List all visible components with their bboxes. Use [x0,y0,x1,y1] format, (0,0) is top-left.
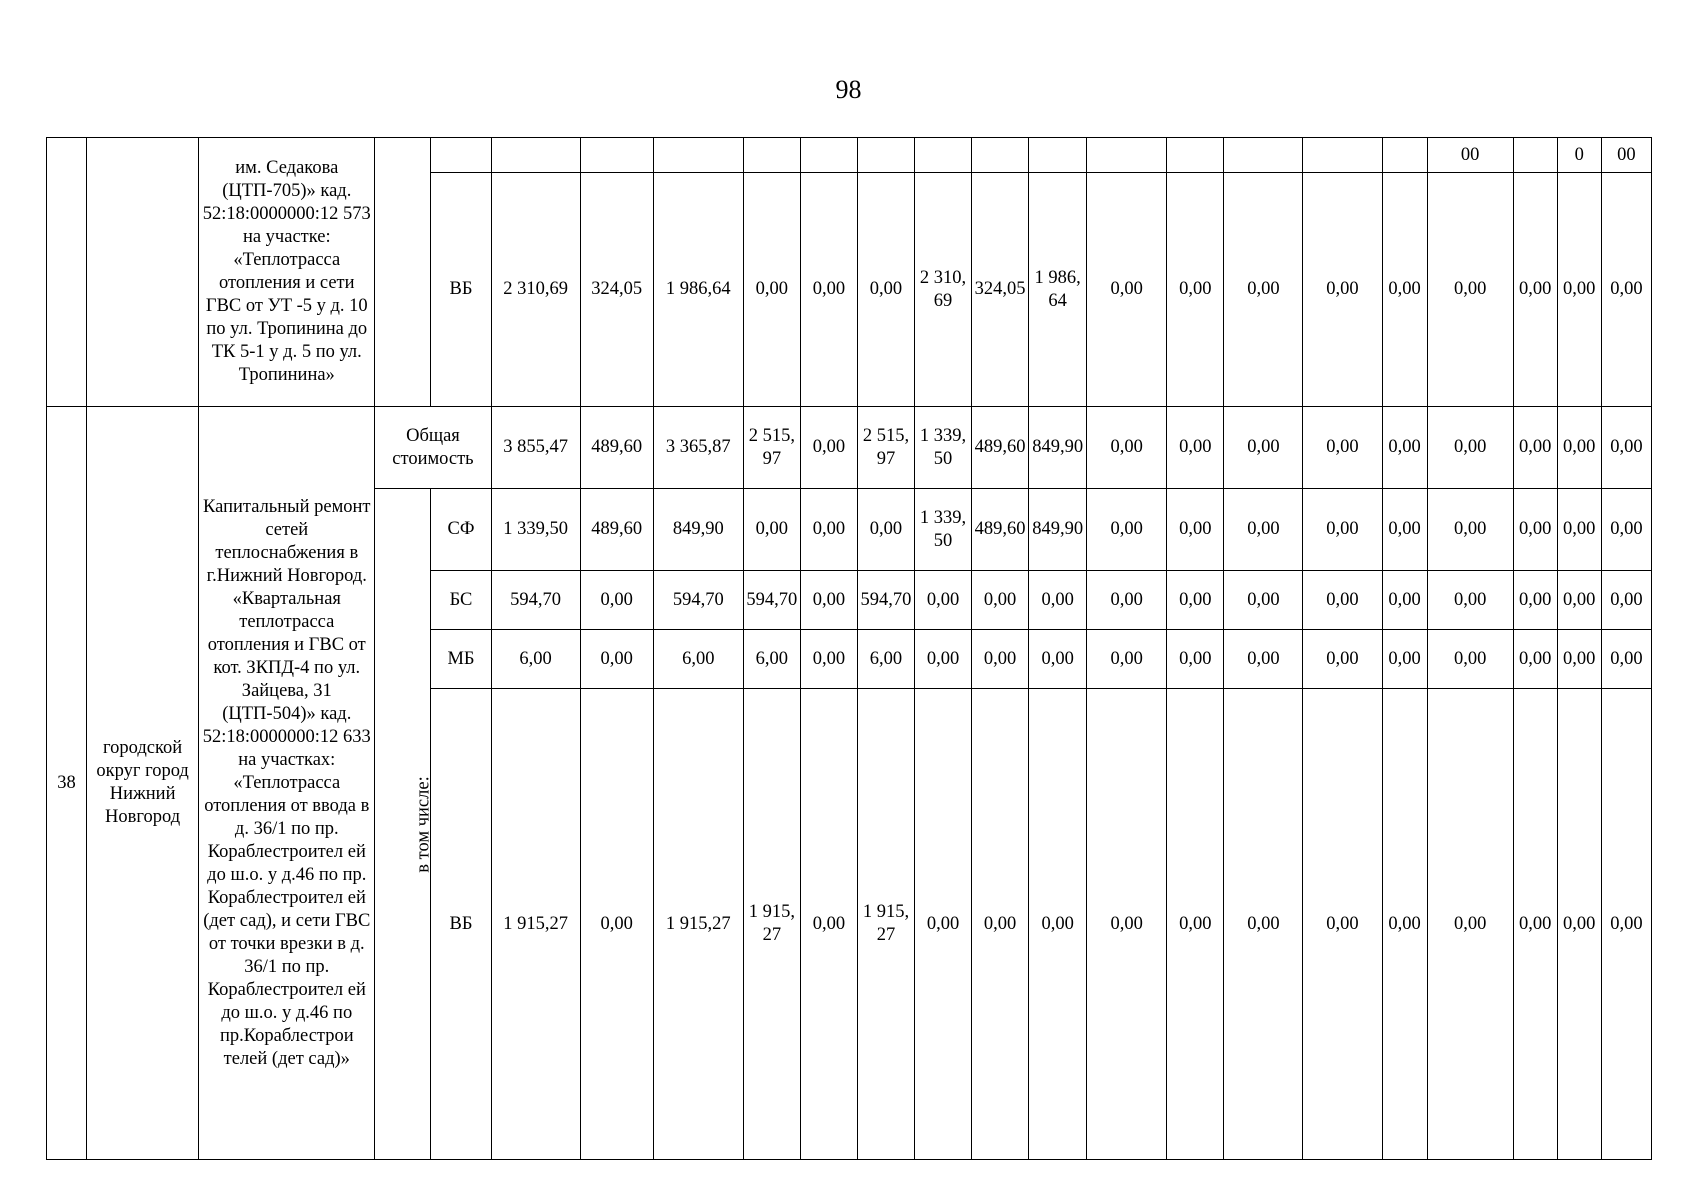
including-label: в том числе: [414,775,435,873]
table-cell: 0,00 [1382,630,1427,689]
table-cell [800,138,857,173]
table-cell: 0,00 [1427,571,1513,630]
table-cell: 0,00 [1303,173,1382,407]
total-cost-label: Общая стоимость [375,407,491,489]
table-cell: 0,00 [1167,630,1224,689]
table-cell [1087,138,1167,173]
table-cell [857,138,914,173]
table-cell: 0,00 [1557,173,1601,407]
table-cell: 594,70 [743,571,800,630]
table-cell: 0,00 [915,630,972,689]
cont-description-cell: им. Седакова (ЦТП-705)» кад. 52:18:0000000:12 573 на участке: «Теплотрасса отопления и сети ГВС от УТ -5 у д. 10 по ул. Тропинина до ТК 5-1 у д. 5 по ул. Тропинина» [199,138,375,407]
table-cell: 0,00 [1224,407,1303,489]
table-cell: 0,00 [1427,173,1513,407]
table-cell: 0,00 [1167,489,1224,571]
table-cell: 0,00 [1167,407,1224,489]
table-cell: 6,00 [857,630,914,689]
table-cell: 489,60 [972,489,1029,571]
table-cell: 6,00 [743,630,800,689]
table-cell: 594,70 [857,571,914,630]
table-cell: 1 339,50 [915,407,972,489]
table-cell: 0,00 [915,571,972,630]
budget-table [46,137,1652,1160]
table-cell: 2 310,69 [915,173,972,407]
table-cell: 0,00 [1224,689,1303,1160]
table-cell: 0,00 [800,571,857,630]
table-cell: 0,00 [1382,689,1427,1160]
table-cell: 0,00 [580,571,653,630]
table-cell: 0,00 [972,630,1029,689]
table-cell: 489,60 [972,407,1029,489]
source-label-cell: ВБ [431,173,491,407]
description-cell: Капитальный ремонт сетей теплоснабжения в г.Нижний Новгород. «Квартальная теплотрасса отопления и ГВС от кот. ЗКПД-4 по ул. Зайцева, 31 (ЦТП-504)» кад. 52:18:0000000:12 633 на участках: «Теплотрасса отопления от ввода в д. 36/1 по пр. Кораблестроител ей до ш.о. у д.46 по пр. Кораблестроител ей (дет сад), и сети ГВС от точки врезки в д. 36/1 по пр. Кораблестроител ей до ш.о. у д.46 по пр.Кораблестрои телей (дет сад)» [199,407,375,1160]
table-cell: 324,05 [580,173,653,407]
table-cell: 0,00 [1029,630,1087,689]
cont-source-cell [431,138,491,173]
item-number-cell: 38 [47,407,87,1160]
table-cell: 2 310,69 [491,173,580,407]
table-row [47,138,1652,173]
table-cell: 849,90 [1029,489,1087,571]
table-cell: 0,00 [800,630,857,689]
table-cell: 0,00 [800,407,857,489]
source-label-cell: СФ [431,489,491,571]
table-cell: 1 915,27 [743,689,800,1160]
table-cell: 0,00 [972,571,1029,630]
table-cell: 594,70 [491,571,580,630]
table-cell: 0,00 [1029,689,1087,1160]
table-cell: 0,00 [1167,571,1224,630]
table-cell: 1 986,64 [1029,173,1087,407]
table-cell: 594,70 [653,571,743,630]
table-cell [972,138,1029,173]
table-cell: 0,00 [1303,689,1382,1160]
table-cell: 0,00 [1427,630,1513,689]
table-cell: 0,00 [1087,489,1167,571]
table-cell: 00 [1427,138,1513,173]
table-cell: 0,00 [743,489,800,571]
table-cell: 0,00 [1224,571,1303,630]
table-cell [653,138,743,173]
municipality-cell: городской округ город Нижний Новгород [87,407,199,1160]
table-cell: 1 915,27 [491,689,580,1160]
table-cell: 0,00 [857,489,914,571]
table-cell: 0,00 [1224,630,1303,689]
table-cell: 1 339,50 [491,489,580,571]
table-cell: 0,00 [1427,489,1513,571]
table-cell: 0,00 [1382,407,1427,489]
table-cell [491,138,580,173]
table-cell [1513,138,1557,173]
table-cell: 324,05 [972,173,1029,407]
table-cell: 0,00 [1427,689,1513,1160]
table-cell: 0,00 [915,689,972,1160]
table-cell: 0,00 [1167,173,1224,407]
table-cell: 0,00 [972,689,1029,1160]
table-cell: 0,00 [1601,489,1651,571]
table-cell [1224,138,1303,173]
table-cell: 0,00 [1087,689,1167,1160]
table-cell: 489,60 [580,407,653,489]
table-cell: 0,00 [1224,173,1303,407]
table-cell: 0,00 [1557,571,1601,630]
table-cell: 0,00 [1513,689,1557,1160]
table-cell: 0,00 [800,689,857,1160]
table-cell: 0,00 [1557,407,1601,489]
table-cell: 0,00 [1513,630,1557,689]
table-cell: 0,00 [1087,407,1167,489]
table-cell [915,138,972,173]
source-label-cell: ВБ [431,689,491,1160]
table-cell: 489,60 [580,489,653,571]
table-cell [743,138,800,173]
table-cell: 0,00 [1513,489,1557,571]
table-cell: 0,00 [1557,630,1601,689]
table-cell: 0,00 [1601,571,1651,630]
table-cell: 0,00 [800,173,857,407]
table-cell [1029,138,1087,173]
table-cell: 2 515,97 [743,407,800,489]
table-cell: 0,00 [1224,489,1303,571]
table-cell: 1 986,64 [653,173,743,407]
page-number: 98 [835,75,862,104]
cont-number-cell [47,138,87,407]
table-cell: 0,00 [1557,689,1601,1160]
table-cell: 0,00 [1513,407,1557,489]
table-cell: 00 [1601,138,1651,173]
table-cell: 0,00 [1382,489,1427,571]
table-cell: 0,00 [1303,630,1382,689]
table-cell: 0,00 [743,173,800,407]
table-cell: 6,00 [653,630,743,689]
table-cell: 0,00 [1601,173,1651,407]
table-cell: 0,00 [1303,407,1382,489]
table-cell: 0,00 [1601,630,1651,689]
table-cell: 0,00 [857,173,914,407]
table-row [47,407,1652,489]
table-cell [1303,138,1382,173]
table-cell [580,138,653,173]
table-cell: 0,00 [1303,571,1382,630]
table-cell: 2 515,97 [857,407,914,489]
cont-municipality-cell [87,138,199,407]
table-cell: 6,00 [491,630,580,689]
table-cell: 0,00 [1303,489,1382,571]
table-cell [1382,138,1427,173]
table-cell: 0,00 [1087,173,1167,407]
table-cell: 0,00 [1557,489,1601,571]
table-cell: 0,00 [1513,571,1557,630]
including-label-cell [375,489,435,1160]
table-cell: 3 855,47 [491,407,580,489]
table-cell: 0,00 [1382,173,1427,407]
table-cell: 0,00 [1601,407,1651,489]
table-cell: 0,00 [800,489,857,571]
table-cell: 0,00 [1513,173,1557,407]
table-cell: 0,00 [1087,571,1167,630]
table-cell [1167,138,1224,173]
table-cell: 849,90 [1029,407,1087,489]
table-cell: 1 915,27 [653,689,743,1160]
table-cell: 0,00 [1029,571,1087,630]
table-cell: 0,00 [580,689,653,1160]
cont-total-label-cell [375,138,431,407]
table-cell: 0 [1557,138,1601,173]
source-label-cell: МБ [431,630,491,689]
table-cell: 1 339,50 [915,489,972,571]
table-cell: 0,00 [1087,630,1167,689]
table-cell: 3 365,87 [653,407,743,489]
source-label-cell: БС [431,571,491,630]
table-cell: 0,00 [1167,689,1224,1160]
table-cell: 0,00 [1382,571,1427,630]
table-cell: 849,90 [653,489,743,571]
table-cell: 0,00 [1427,407,1513,489]
table-cell: 1 915,27 [857,689,914,1160]
table-cell: 0,00 [580,630,653,689]
table-cell: 0,00 [1601,689,1651,1160]
